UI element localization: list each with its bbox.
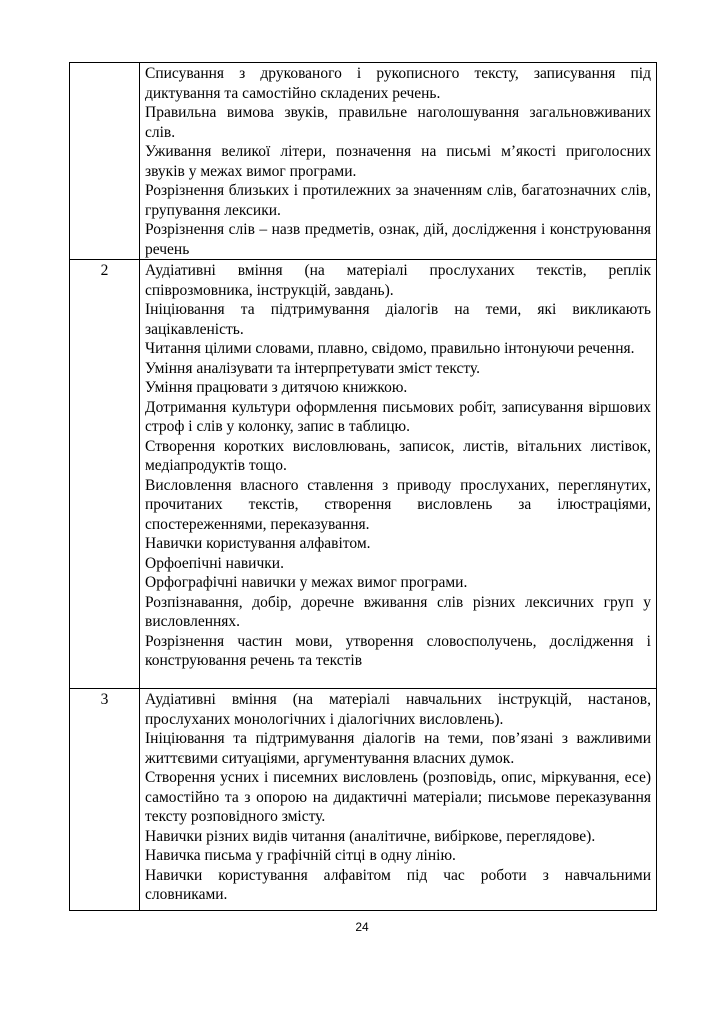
skill-item: Орфоепічні навички. [145,554,284,572]
skills-cell [140,689,657,911]
skill-item: Навички користування алфавітом. [145,535,371,552]
skills-cell [140,63,657,260]
table-row [70,689,657,911]
skill-item: Ініціювання та підтримування діалогів на теми, пов’язані з важливими життєвими ситуаціями, аргументування власних думок. [145,730,651,767]
skill-item: Читання цілими словами, плавно, свідомо, правильно інтонуючи речення. [145,340,635,357]
skill-item: Розпізнавання, добір, доречне вживання слів різних лексичних груп у висловленнях. [145,593,651,630]
row-number [70,63,139,64]
skill-item: Навички різних видів читання (аналітичне, вибіркове, переглядове). [145,827,596,845]
table-row [70,260,657,689]
skill-item: Уживання великої літери, позначення на письмі м’якості приголосних звуків у межах вимог програми. [145,143,651,180]
skill-item: Ініціювання та підтримування діалогів на теми, які викликають зацікавленість. [145,301,651,338]
row-number-cell [70,689,140,911]
skill-item: Аудіативні вміння (на матеріалі навчальних інструкцій, настанов, прослуханих монологічних і діалогічних висловлень). [145,691,651,728]
skill-item: Аудіативні вміння (на матеріалі прослуханих текстів, реплік співрозмовника, інструкцій, завдань). [145,262,651,299]
skill-item: Навичка письма у графічній сітці в одну лінію. [145,847,456,864]
skill-item: Розрізнення близьких і протилежних за значенням слів, багатозначних слів, групування лексики. [145,182,651,219]
curriculum-table [69,62,657,911]
skill-item: Висловлення власного ставлення з приводу прослуханих, переглянутих, прочитаних текстів, створення висловлень за ілюстраціями, спостереженнями, переказування. [145,476,651,533]
row-number: 3 [100,691,109,708]
row-number-cell [70,63,140,260]
skill-item: Створення коротких висловлювань, записок, листів, вітальних листівок, медіапродуктів тощо. [145,437,651,474]
skill-item: Розрізнення слів – назв предметів, ознак, дій, дослідження і конструювання речень [145,221,651,258]
skill-item: Списування з друкованого і рукописного тексту, записування під диктування та самостійно складених речень. [145,65,651,102]
skill-item: Розрізнення частин мови, утворення словосполучень, дослідження і конструювання речень та текстів [145,632,651,669]
skill-item: Орфографічні навички у межах вимог програми. [145,574,468,591]
skill-item: Створення усних і писемних висловлень (розповідь, опис, міркування, есе) самостійно та з опорою на дидактичні матеріали; письмове переказування тексту розповідного змісту. [145,769,651,825]
skill-item: Правильна вимова звуків, правильне наголошування загальновживаних слів. [145,104,651,141]
page-number: 24 [355,920,369,934]
skill-item: Уміння аналізувати та інтерпретувати зміст тексту. [145,359,481,377]
skills-cell [140,260,657,689]
table-row [70,63,657,260]
skill-item: Уміння працювати з дитячою книжкою. [145,379,408,396]
skill-item: Навички користування алфавітом під час роботи з навчальними словниками. [145,866,651,903]
skill-item: Дотримання культури оформлення письмових робіт, записування віршових строф і слів у колонку, запис в таблицю. [145,398,651,435]
row-number: 2 [100,262,109,279]
row-number-cell [70,260,140,689]
